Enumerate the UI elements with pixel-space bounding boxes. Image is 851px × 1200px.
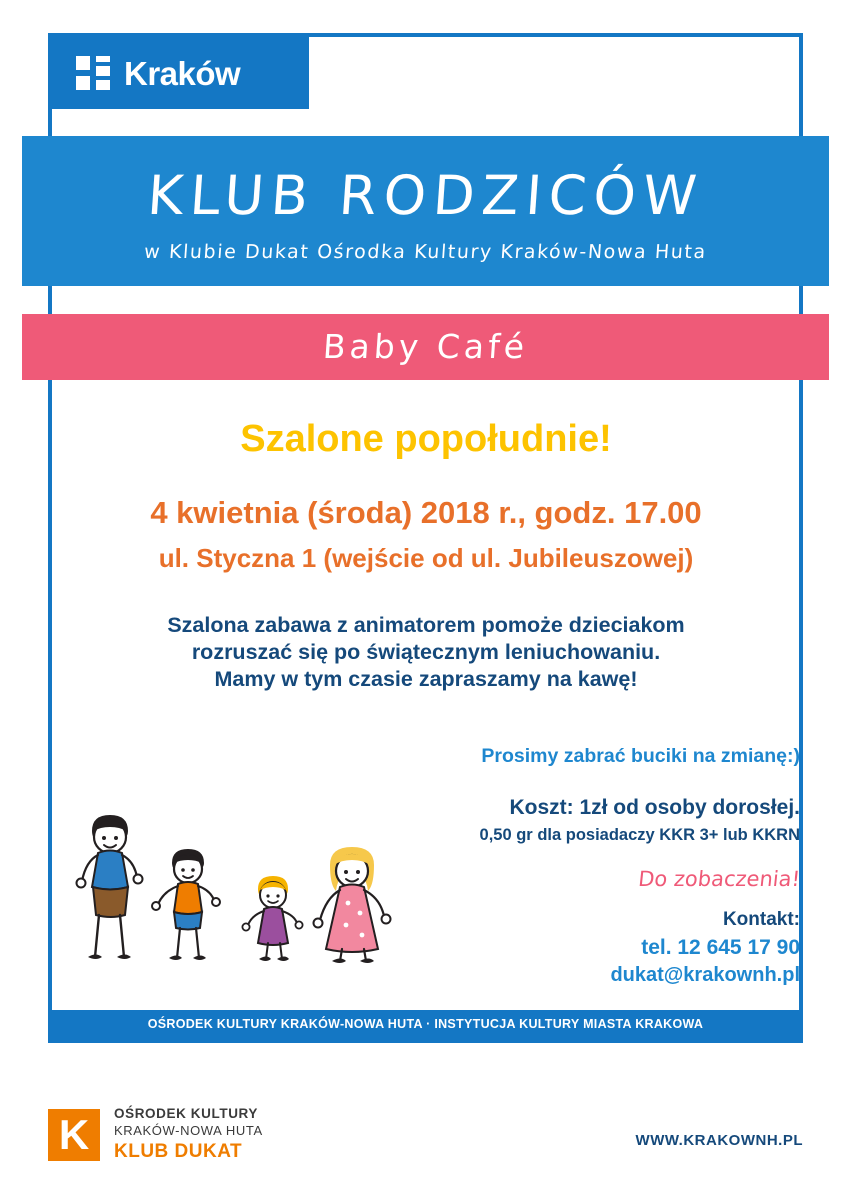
footer-line-2: KRAKÓW-NOWA HUTA [114, 1122, 263, 1138]
title-band [22, 136, 829, 286]
shoes-note: Prosimy zabrać buciki na zmianę:) [481, 745, 800, 767]
farewell-note: Do zobaczenia! [637, 867, 802, 891]
event-headline: Szalone popołudnie! [240, 418, 612, 460]
event-address: ul. Styczna 1 (wejście od ul. Jubileuszowej) [158, 543, 694, 573]
info-column [380, 745, 800, 987]
krakow-city-mark-icon [76, 56, 110, 90]
cost-line: Koszt: 1zł od osoby dorosłej. [509, 796, 800, 819]
contact-email[interactable]: dukat@krakownh.pl [610, 964, 800, 986]
cost-discount-line: 0,50 gr dla posiadaczy KKR 3+ lub KKRN [479, 826, 800, 844]
organizer-strip: OŚRODEK KULTURY KRAKÓW-NOWA HUTA · INSTYTUCJA KULTURY MIASTA KRAKOWA [52, 1010, 799, 1039]
event-date: 4 kwietnia (środa) 2018 r., godz. 17.00 [150, 495, 702, 530]
footer-line-3: KLUB DUKAT [114, 1141, 243, 1163]
footer-line-1: OŚRODEK KULTURY [114, 1106, 258, 1121]
footer-logo [48, 1106, 263, 1163]
poster-title: KLUB RODZICÓW [145, 164, 706, 227]
footer-website[interactable]: WWW.KRAKOWNH.PL [635, 1132, 803, 1149]
klub-dukat-logo-icon [48, 1109, 100, 1161]
baby-cafe-label: Baby Café [321, 327, 530, 366]
event-description [80, 612, 772, 693]
description-line-1: Szalona zabawa z animatorem pomoże dzieciakom [167, 613, 685, 637]
contact-label: Kontakt: [722, 909, 800, 930]
description-line-2: rozruszać się po świątecznym leniuchowaniu. [191, 640, 661, 664]
footer-logo-letter: K [58, 1110, 90, 1158]
footer-text [114, 1106, 263, 1163]
krakow-logo-bar [52, 37, 309, 109]
krakow-wordmark: Kraków [124, 54, 241, 92]
contact-phone[interactable]: tel. 12 645 17 90 [641, 936, 800, 959]
baby-cafe-band [22, 314, 829, 380]
poster-subtitle: w Klubie Dukat Ośrodka Kultury Kraków-Nowa Huta [143, 241, 708, 263]
description-line-3: Mamy w tym czasie zapraszamy na kawę! [214, 667, 638, 691]
